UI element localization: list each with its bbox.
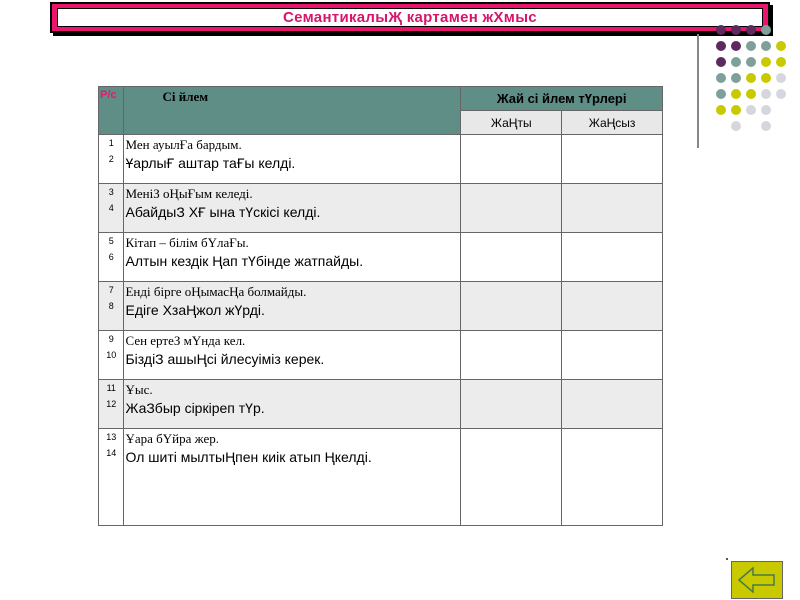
dot [761,41,771,51]
answer-cell-complete[interactable] [461,331,562,380]
back-arrow-icon [737,566,777,594]
row-numbers: 5 6 [99,233,124,282]
dot [776,57,786,67]
dot [746,25,756,35]
dot [761,121,771,131]
dot [761,57,771,67]
sentence-table [98,86,663,526]
slide-title: СемантикалыҖ картамен жХмыс [283,9,537,26]
row-numbers: 13 14 [99,429,124,526]
sentence-cell: Мен ауылҒа бардым. ҰарлыҒ аштар таҒы келді. [124,135,461,184]
answer-cell-incomplete[interactable] [562,135,663,184]
table-row [99,233,663,282]
answer-cell-incomplete[interactable] [562,282,663,331]
row-numbers: 7 8 [99,282,124,331]
sentence-cell: Ұара бҮйра жер. Ол шиті мылтыҢпен киік атып Ңкелді. [124,429,461,526]
answer-cell-incomplete[interactable] [562,429,663,526]
dot [716,73,726,83]
dot [731,89,741,99]
dot [731,121,741,131]
dot [776,89,786,99]
dot [776,73,786,83]
dot [746,73,756,83]
table-row [99,331,663,380]
row-numbers: 3 4 [99,184,124,233]
back-button[interactable] [731,561,783,599]
sentence-cell: Сен ертеЗ мҮнда кел. БіздіЗ ашыҢсі йлесуіміз керек. [124,331,461,380]
table-row [99,135,663,184]
dot [746,89,756,99]
answer-cell-complete[interactable] [461,380,562,429]
dot [716,105,726,115]
table-row [99,184,663,233]
answer-cell-incomplete[interactable] [562,233,663,282]
answer-cell-complete[interactable] [461,184,562,233]
dot [761,73,771,83]
sentence-cell: Кітап – білім бҮлаҒы. Алтын кездік Ңап тҮбінде жатпайды. [124,233,461,282]
sub-header-complete: ЖаҢты [461,111,562,135]
dot [716,41,726,51]
row-numbers: 1 2 [99,135,124,184]
title-frame [57,8,763,27]
sentence-cell: МеніЗ оҢыҒым келеді. АбайдыЗ XҒ ына тҮскісі келді. [124,184,461,233]
dot [746,105,756,115]
dot [746,57,756,67]
sentence-cell: Енді бірге оҢымасҢа болмайды. Едіге XзаҢжол жҮрді. [124,282,461,331]
dot [776,41,786,51]
sentence-header: Сі йлем [124,87,461,135]
answer-cell-incomplete[interactable] [562,331,663,380]
dot [761,25,771,35]
dot [761,89,771,99]
row-numbers: 9 10 [99,331,124,380]
row-numbers: 11 12 [99,380,124,429]
dot [731,73,741,83]
dot [716,89,726,99]
divider-line [697,34,699,148]
title-banner [50,2,770,33]
answer-cell-complete[interactable] [461,135,562,184]
sentence-cell: Ұыс. ЖаЗбыр сіркіреп тҮр. [124,380,461,429]
answer-cell-incomplete[interactable] [562,184,663,233]
dot [731,57,741,67]
dot [731,105,741,115]
answer-cell-complete[interactable] [461,282,562,331]
dot [731,25,741,35]
decorative-dots [706,25,796,130]
num-header: Р/с [99,87,124,135]
dot [716,57,726,67]
table-row [99,429,663,526]
dot [731,41,741,51]
dot [716,25,726,35]
small-mark [726,558,728,560]
answer-cell-incomplete[interactable] [562,380,663,429]
answer-cell-complete[interactable] [461,429,562,526]
table-row [99,282,663,331]
dot [746,41,756,51]
sub-header-incomplete: ЖаҢсыз [562,111,663,135]
answer-cell-complete[interactable] [461,233,562,282]
types-header: Жай сі йлем тҮрлері [461,87,663,111]
dot [761,105,771,115]
table-row [99,380,663,429]
